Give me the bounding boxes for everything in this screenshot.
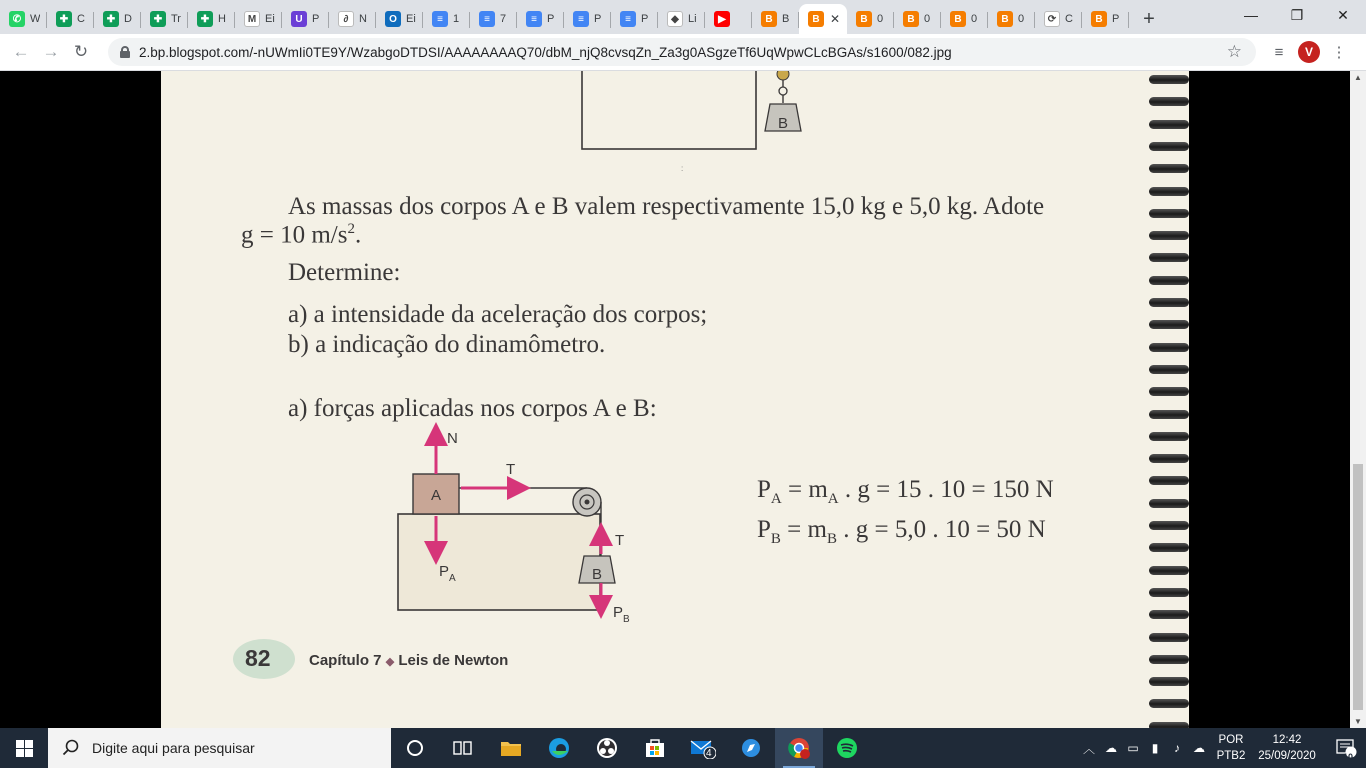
tab-list bbox=[0, 4, 1129, 34]
question-a: a) a intensidade da aceleração dos corpos; bbox=[288, 301, 708, 328]
block-a-label: A bbox=[430, 487, 442, 504]
restore-button[interactable]: ❐ bbox=[1290, 6, 1304, 23]
chapter-footer: Capítulo 7 ◆ Leis de Newton bbox=[309, 652, 509, 669]
answer-a-heading: a) forças aplicadas nos corpos A e B: bbox=[288, 395, 657, 422]
url-text: 2.bp.blogspot.com/-nUWmIi0TE9Y/WzabgoDTDSI/AAAAAAAAQ70/dbM_njQ8cvsqZn_Za3g0ASgzeTf6UqWpwCLcBGAs/s1600/082.jpg bbox=[139, 44, 952, 60]
gmail-icon: M bbox=[244, 11, 260, 27]
connector-icon: ⟳ bbox=[1044, 11, 1060, 27]
browser-toolbar bbox=[0, 34, 1366, 71]
spiral-coil bbox=[1149, 97, 1189, 106]
blogger-icon: B bbox=[1091, 11, 1107, 27]
label-n: N bbox=[447, 430, 458, 447]
scrollbar-thumb[interactable] bbox=[1353, 464, 1363, 710]
menu-button[interactable]: ⋮ bbox=[1331, 44, 1347, 61]
browser-tab[interactable] bbox=[235, 4, 282, 34]
docs-icon: ≡ bbox=[573, 11, 589, 27]
vertical-scrollbar[interactable] bbox=[1350, 71, 1366, 728]
tab-title: P bbox=[641, 13, 649, 25]
blogger-icon: B bbox=[903, 11, 919, 27]
table-block bbox=[398, 514, 603, 610]
label-t-right: T bbox=[615, 532, 625, 549]
tab-title: C bbox=[77, 13, 85, 25]
spiral-coil bbox=[1149, 454, 1189, 463]
cortana-button[interactable] bbox=[391, 728, 439, 768]
docs-icon: ≡ bbox=[432, 11, 448, 27]
label-pb: $P_B$ bbox=[613, 604, 630, 625]
tab-title: C bbox=[1065, 13, 1073, 25]
tab-title: 0 bbox=[924, 13, 931, 25]
browser-tab[interactable] bbox=[141, 4, 188, 34]
tab-title: 0 bbox=[971, 13, 978, 25]
docs-icon: ≡ bbox=[479, 11, 495, 27]
block-b-label: B bbox=[591, 566, 603, 583]
label-t-top: T bbox=[506, 461, 516, 478]
tab-title: P bbox=[594, 13, 602, 25]
spiral-coil bbox=[1149, 164, 1189, 173]
browser-tab[interactable] bbox=[1035, 4, 1082, 34]
spiral-coil bbox=[1149, 343, 1189, 352]
spiral-coil bbox=[1149, 231, 1189, 240]
statement-line-1: As massas dos corpos A e B valem respectivamente 15,0 kg e 5,0 kg. Adote bbox=[288, 193, 1045, 220]
tab-title: Ei bbox=[406, 13, 416, 25]
obs-icon bbox=[596, 737, 618, 759]
edge-icon bbox=[548, 737, 570, 759]
spiral-coil bbox=[1149, 320, 1189, 329]
sheets-icon: ✚ bbox=[197, 11, 213, 27]
browser-tab[interactable] bbox=[188, 4, 235, 34]
forward-button[interactable]: → bbox=[42, 42, 60, 61]
tab-title: W bbox=[30, 13, 41, 25]
start-button[interactable] bbox=[0, 728, 48, 768]
spiral-coil bbox=[1149, 543, 1189, 552]
equation-pb: $P_B = m_B$ . g = 5,0 . 10 = 50 N bbox=[757, 516, 1046, 547]
spiral-coil bbox=[1149, 677, 1189, 686]
tab-title: 0 bbox=[877, 13, 884, 25]
battery-icon[interactable]: ▮ bbox=[1151, 741, 1159, 755]
green-diamond-icon: ◆ bbox=[667, 11, 683, 27]
close-tab-icon[interactable]: ✕ bbox=[830, 12, 841, 26]
store-button[interactable] bbox=[631, 728, 679, 768]
folder-icon bbox=[500, 739, 522, 757]
windows-logo-icon bbox=[16, 740, 33, 757]
sheets-icon: ✚ bbox=[103, 11, 119, 27]
obs-button[interactable] bbox=[583, 728, 631, 768]
tab-title: Ei bbox=[265, 13, 275, 25]
lock-icon bbox=[120, 46, 130, 58]
browser-tab[interactable] bbox=[847, 4, 894, 34]
taskbar-search[interactable] bbox=[48, 728, 391, 768]
spiral-coil bbox=[1149, 476, 1189, 485]
equation-pa: $P_A = m_A$ . g = 15 . 10 = 150 N bbox=[757, 476, 1054, 507]
tab-title: N bbox=[359, 13, 367, 25]
browser-tab[interactable] bbox=[329, 4, 376, 34]
store-icon bbox=[644, 738, 666, 758]
scroll-up-icon[interactable]: ▲ bbox=[1354, 73, 1362, 82]
show-hidden-icons-icon[interactable]: ︿ bbox=[1082, 741, 1095, 756]
action-center-button[interactable] bbox=[1326, 738, 1366, 762]
label-pa: $P_A$ bbox=[439, 563, 456, 584]
image-viewport bbox=[0, 71, 1350, 728]
spiral-coil bbox=[1149, 410, 1189, 419]
outlook-icon: O bbox=[385, 11, 401, 27]
spotify-icon bbox=[836, 737, 858, 759]
browser-tab[interactable] bbox=[941, 4, 988, 34]
spiral-coil bbox=[1149, 566, 1189, 575]
sheets-icon: ✚ bbox=[56, 11, 72, 27]
browser-tab[interactable] bbox=[282, 4, 329, 34]
chapter-separator-icon: ◆ bbox=[385, 656, 395, 668]
spiral-coil bbox=[1149, 276, 1189, 285]
cloud-icon: ∂ bbox=[338, 11, 354, 27]
blogger-icon: B bbox=[761, 11, 777, 27]
browser-tab[interactable] bbox=[47, 4, 94, 34]
browser-tab[interactable] bbox=[517, 4, 564, 34]
browser-tab[interactable] bbox=[564, 4, 611, 34]
spiral-coil bbox=[1149, 387, 1189, 396]
mail-icon bbox=[690, 737, 716, 759]
notification-count: 10 bbox=[1342, 752, 1353, 762]
browser-tab[interactable] bbox=[94, 4, 141, 34]
youtube-icon: ▶ bbox=[714, 11, 730, 27]
blogger-icon: B bbox=[997, 11, 1013, 27]
browser-tab[interactable] bbox=[423, 4, 470, 34]
spiral-coil bbox=[1149, 75, 1189, 84]
mail-badge: 4 bbox=[706, 748, 712, 759]
tab-strip bbox=[0, 0, 1366, 34]
svg-text::: : bbox=[681, 164, 684, 173]
input-language[interactable]: POR PTB2 bbox=[1216, 734, 1246, 762]
new-tab-button[interactable]: + bbox=[1143, 7, 1155, 30]
page-number: 82 bbox=[245, 645, 271, 671]
browser-tab[interactable] bbox=[894, 4, 941, 34]
weather-warning-icon[interactable]: ☁ bbox=[1105, 741, 1117, 755]
mail-button[interactable] bbox=[679, 728, 727, 768]
tab-title: B bbox=[782, 13, 790, 25]
system-tray bbox=[1078, 728, 1366, 768]
determine-label: Determine: bbox=[288, 259, 401, 286]
tab-title: D bbox=[124, 13, 132, 25]
browser-tab[interactable] bbox=[705, 4, 752, 34]
docs-icon: ≡ bbox=[620, 11, 636, 27]
compass-icon bbox=[741, 738, 761, 758]
spiral-coil bbox=[1149, 187, 1189, 196]
spiral-coil bbox=[1149, 298, 1189, 307]
spiral-coil bbox=[1149, 499, 1189, 508]
taskbar bbox=[0, 728, 1366, 768]
address-bar[interactable] bbox=[108, 38, 1256, 66]
task-view-button[interactable] bbox=[439, 728, 487, 768]
avatar: V bbox=[1298, 41, 1320, 63]
browser-tab[interactable] bbox=[1082, 4, 1129, 34]
task-view-icon bbox=[453, 739, 473, 757]
spiral-coil bbox=[1149, 633, 1189, 642]
scroll-down-icon[interactable]: ▼ bbox=[1354, 717, 1362, 726]
blogger-icon: B bbox=[856, 11, 872, 27]
tab-title: P bbox=[547, 13, 555, 25]
browser-tab[interactable] bbox=[799, 4, 847, 34]
chrome-icon bbox=[788, 737, 810, 759]
book-page bbox=[161, 71, 1189, 728]
sheets-icon: ✚ bbox=[150, 11, 166, 27]
browser-tab[interactable] bbox=[470, 4, 517, 34]
edge-button[interactable] bbox=[535, 728, 583, 768]
close-window-button[interactable]: ✕ bbox=[1337, 6, 1349, 23]
blogger-icon: B bbox=[808, 11, 824, 27]
spiral-coil bbox=[1149, 365, 1189, 374]
volume-icon[interactable]: ♪ bbox=[1174, 741, 1180, 755]
tab-title: P bbox=[312, 13, 320, 25]
onedrive-icon[interactable]: ☁ bbox=[1193, 741, 1205, 755]
search-placeholder: Digite aqui para pesquisar bbox=[92, 740, 255, 756]
force-diagram bbox=[391, 421, 641, 631]
tab-title: 1 bbox=[453, 13, 460, 25]
reload-button[interactable]: ↻ bbox=[73, 42, 89, 61]
spiral-coil bbox=[1149, 432, 1189, 441]
spiral-coil bbox=[1149, 588, 1189, 597]
cortana-icon bbox=[406, 739, 424, 757]
tab-title: P bbox=[1112, 13, 1120, 25]
browser-tab[interactable] bbox=[0, 4, 47, 34]
spiral-coil bbox=[1149, 253, 1189, 262]
spiral-coil bbox=[1149, 699, 1189, 708]
spiral-coil bbox=[1149, 655, 1189, 664]
clock[interactable]: 12:42 25/09/2020 bbox=[1258, 734, 1316, 762]
window-controls bbox=[1228, 0, 1366, 30]
chrome-button[interactable] bbox=[775, 728, 823, 768]
question-b: b) a indicação do dinamômetro. bbox=[288, 331, 606, 358]
whatsapp-icon: ✆ bbox=[9, 11, 25, 27]
purple-app-icon: U bbox=[291, 11, 307, 27]
spiral-coil bbox=[1149, 209, 1189, 218]
statement-line-2: g = 10 $m/s^2$. bbox=[241, 221, 362, 249]
tab-title: 7 bbox=[500, 13, 507, 25]
top-figure bbox=[161, 71, 861, 181]
bookmark-star-icon[interactable]: ☆ bbox=[1226, 42, 1242, 61]
docs-icon: ≡ bbox=[526, 11, 542, 27]
browser-tab[interactable] bbox=[611, 4, 658, 34]
spiral-coil bbox=[1149, 521, 1189, 530]
blogger-icon: B bbox=[950, 11, 966, 27]
tab-title: Li bbox=[688, 13, 697, 25]
pulley-top-icon bbox=[777, 71, 789, 80]
spiral-binding bbox=[1147, 71, 1193, 728]
browser-tab[interactable] bbox=[752, 4, 799, 34]
profile-button[interactable] bbox=[1294, 37, 1324, 67]
tab-title: Tr bbox=[171, 13, 181, 25]
browser-tab[interactable] bbox=[658, 4, 705, 34]
tab-title: H bbox=[218, 13, 226, 25]
browser-tab[interactable] bbox=[988, 4, 1035, 34]
table-block-top bbox=[582, 71, 756, 149]
network-app-button[interactable] bbox=[727, 728, 775, 768]
media-control-icon[interactable]: ≡ bbox=[1274, 43, 1284, 61]
spiral-coil bbox=[1149, 120, 1189, 129]
search-icon bbox=[62, 739, 80, 757]
minimize-button[interactable]: — bbox=[1244, 7, 1258, 23]
spiral-coil bbox=[1149, 142, 1189, 151]
tab-title: 0 bbox=[1018, 13, 1025, 25]
spotify-button[interactable] bbox=[823, 728, 871, 768]
block-b-top-label: B bbox=[777, 115, 789, 132]
spiral-coil bbox=[1149, 610, 1189, 619]
browser-tab[interactable] bbox=[376, 4, 423, 34]
back-button[interactable]: ← bbox=[12, 42, 30, 61]
file-explorer-button[interactable] bbox=[487, 728, 535, 768]
network-icon[interactable]: ▭ bbox=[1127, 741, 1139, 755]
